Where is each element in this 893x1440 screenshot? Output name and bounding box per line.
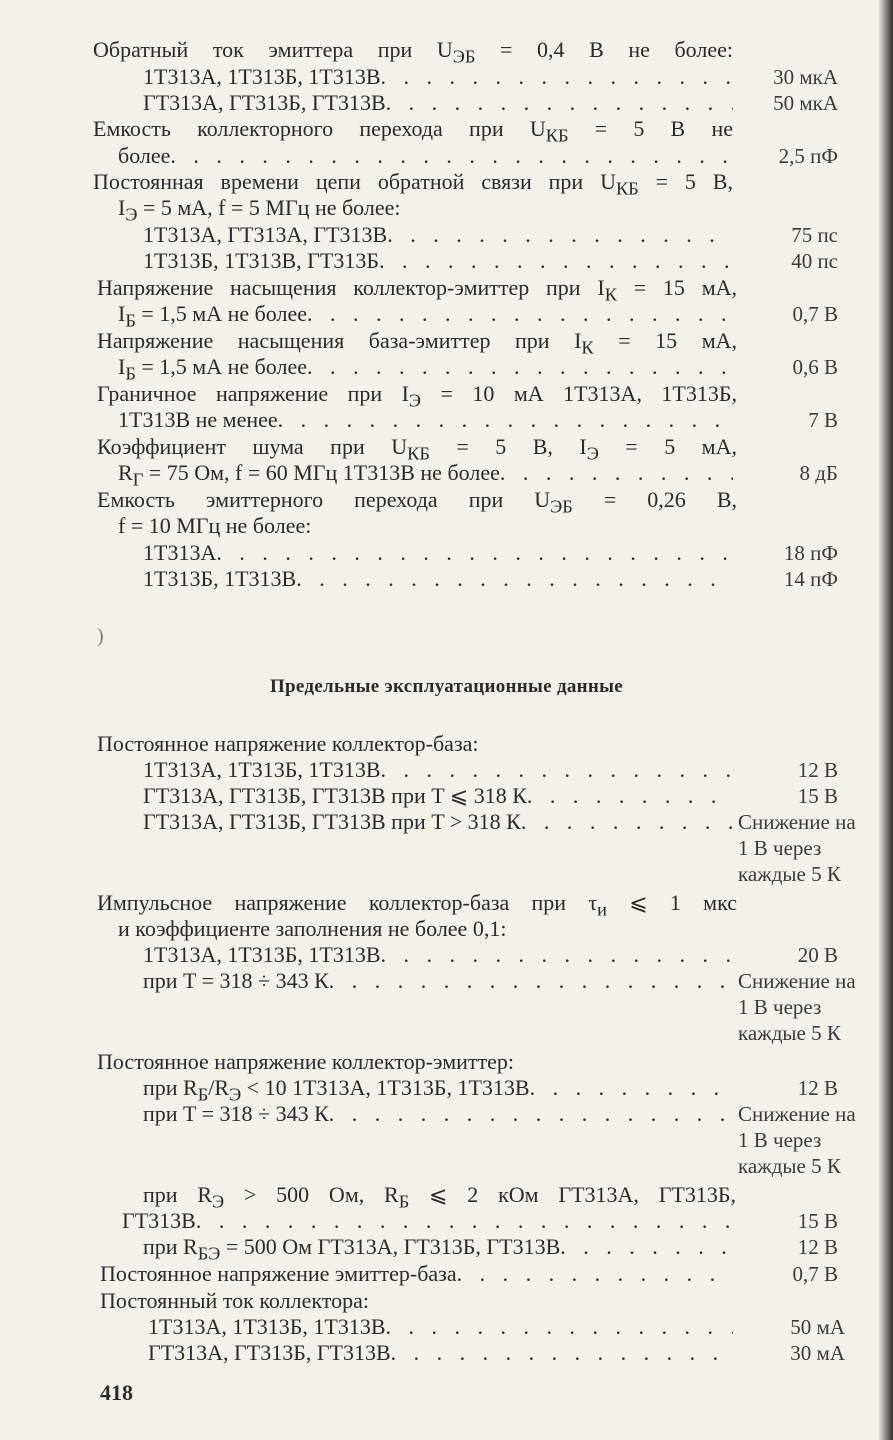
section-title: Предельные эксплуатационные данные — [269, 676, 624, 697]
limit-value: 30 мА — [790, 1341, 845, 1365]
list-item: 1Т313В не менее . . . — [118, 407, 733, 433]
list-item: 1Т313А, ГТ313А, ГТ313В . . . — [143, 222, 733, 248]
limit-value: 1 В через — [738, 995, 822, 1019]
limit-value: 1 В через — [738, 1128, 822, 1152]
param-value: 0,7 В — [792, 302, 838, 326]
param-noise-figure: Коэффициент шума при $U_{КБ} = 5$ В, $I_Э = 5$ мА, — [97, 434, 737, 464]
param-value: 75 пс — [791, 223, 838, 247]
list-item: $I_Б = 1,5$ мА не более . . . — [118, 354, 733, 380]
param-value: 7 В — [808, 408, 838, 432]
list-item: ГТ313А, ГТ313Б, ГТ313В . . . — [143, 90, 733, 116]
param-ce-saturation: Напряжение насыщения коллектор-эмиттер при $I_К = 15$ мА, — [97, 275, 738, 305]
list-item: ГТ313В . . . — [122, 1208, 733, 1234]
list-item: ГТ313А, ГТ313Б, ГТ313В . . . — [148, 1340, 733, 1366]
page-number: 418 — [100, 1380, 133, 1405]
limit-value: 12 В — [797, 758, 838, 782]
param-feedback-time-constant: Постоянная времени цепи обратной связи при $U_{КБ} = 5$ В, — [93, 169, 733, 199]
list-item: $I_Б = 1,5$ мА не более . . . — [118, 301, 733, 327]
param-condition: $I_Э = 5$ мА, f = 5 МГц не более: — [118, 195, 401, 225]
limit-heading: и коэффициенте заполнения не более 0,1: — [118, 916, 507, 941]
limit-heading: Постоянный ток коллектора: — [100, 1288, 369, 1313]
limit-value: 0,7 В — [792, 1262, 838, 1286]
list-item: при $R_{БЭ} = 500$ Ом ГТ313А, ГТ313Б, ГТ313В . . . — [143, 1234, 733, 1260]
list-item: 1Т313Б, 1Т313В, ГТ313Б . . . — [143, 248, 733, 274]
list-item: 1Т313А, 1Т313Б, 1Т313В . . . — [143, 757, 733, 783]
limit-heading: Постоянное напряжение коллектор-эмиттер: — [97, 1049, 515, 1074]
limit-value: 12 В — [797, 1235, 838, 1259]
list-item: ГТ313А, ГТ313Б, ГТ313В при T ⩽ 318 К . . . — [143, 783, 733, 809]
limit-heading: при $R_Э > 500$ Ом, $R_Б$ ⩽ 2 кОм ГТ313А, ГТ313Б, — [143, 1182, 736, 1212]
param-value: 18 пФ — [783, 541, 838, 565]
limit-value: 12 В — [797, 1076, 838, 1100]
limit-value: Снижение на — [738, 969, 856, 993]
list-item: 1Т313А, 1Т313Б, 1Т313В . . . — [143, 64, 733, 90]
limit-value: 15 В — [797, 784, 838, 808]
param-value: 40 пс — [791, 249, 838, 273]
list-item: Постоянное напряжение эмиттер-база . . . — [100, 1261, 733, 1287]
param-value: 2,5 пФ — [778, 144, 838, 168]
list-item: более . . . — [118, 143, 733, 169]
limit-value: каждые 5 К — [738, 1021, 841, 1045]
param-value: 0,6 В — [792, 355, 838, 379]
param-collector-capacitance: Емкость коллекторного перехода при $U_{КБ} = 5$ В не — [93, 116, 733, 146]
list-item: 1Т313А, 1Т313Б, 1Т313В . . . — [143, 942, 733, 968]
list-item: ГТ313А, ГТ313Б, ГТ313В при T > 318 К . . . — [143, 809, 733, 835]
param-emitter-capacitance: Емкость эмиттерного перехода при $U_{ЭБ} = 0,26$ В, — [97, 487, 737, 517]
limit-value: каждые 5 К — [738, 1154, 841, 1178]
page-edge-shadow — [879, 0, 893, 1440]
limit-value: Снижение на — [738, 1102, 856, 1126]
stray-mark: ) — [97, 625, 104, 647]
limit-value: каждые 5 К — [738, 862, 841, 886]
param-value: 30 мкА — [773, 65, 838, 89]
limit-value: 50 мА — [790, 1315, 845, 1339]
list-item: 1Т313А . . . — [143, 540, 733, 566]
limit-heading: Импульсное напряжение коллектор-база при $\tau_и$ ⩽ 1 мкс — [97, 890, 737, 920]
list-item: при T = 318 ÷ 343 К . . . — [143, 968, 733, 994]
list-item: при $R_Б/R_Э < 10$ 1Т313А, 1Т313Б, 1Т313В . . . — [143, 1075, 733, 1101]
list-item: при T = 318 ÷ 343 К . . . — [143, 1101, 733, 1127]
list-item: 1Т313А, 1Т313Б, 1Т313В . . . — [148, 1314, 733, 1340]
limit-value: 20 В — [797, 943, 838, 967]
list-item: 1Т313Б, 1Т313В . . . — [143, 566, 733, 592]
param-value: 50 мкА — [773, 91, 838, 115]
limit-value: 1 В через — [738, 836, 822, 860]
limit-value: 15 В — [797, 1209, 838, 1233]
param-value: 8 дБ — [799, 461, 838, 485]
param-boundary-voltage: Граничное напряжение при $I_Э = 10$ мА 1Т313А, 1Т313Б, — [97, 381, 737, 411]
param-reverse-emitter-current: Обратный ток эмиттера при $U_{ЭБ} = 0,4$ В не более: — [93, 37, 733, 67]
list-item: $R_Г = 75$ Ом, f = 60 МГц 1Т313В не более . . . — [118, 460, 733, 486]
param-condition: f = 10 МГц не более: — [118, 513, 312, 538]
param-be-saturation: Напряжение насыщения база-эмиттер при $I_К = 15$ мА, — [97, 328, 738, 358]
limit-value: Снижение на — [738, 810, 856, 834]
param-value: 14 пФ — [783, 567, 838, 591]
limit-heading: Постоянное напряжение коллектор-база: — [97, 731, 479, 756]
